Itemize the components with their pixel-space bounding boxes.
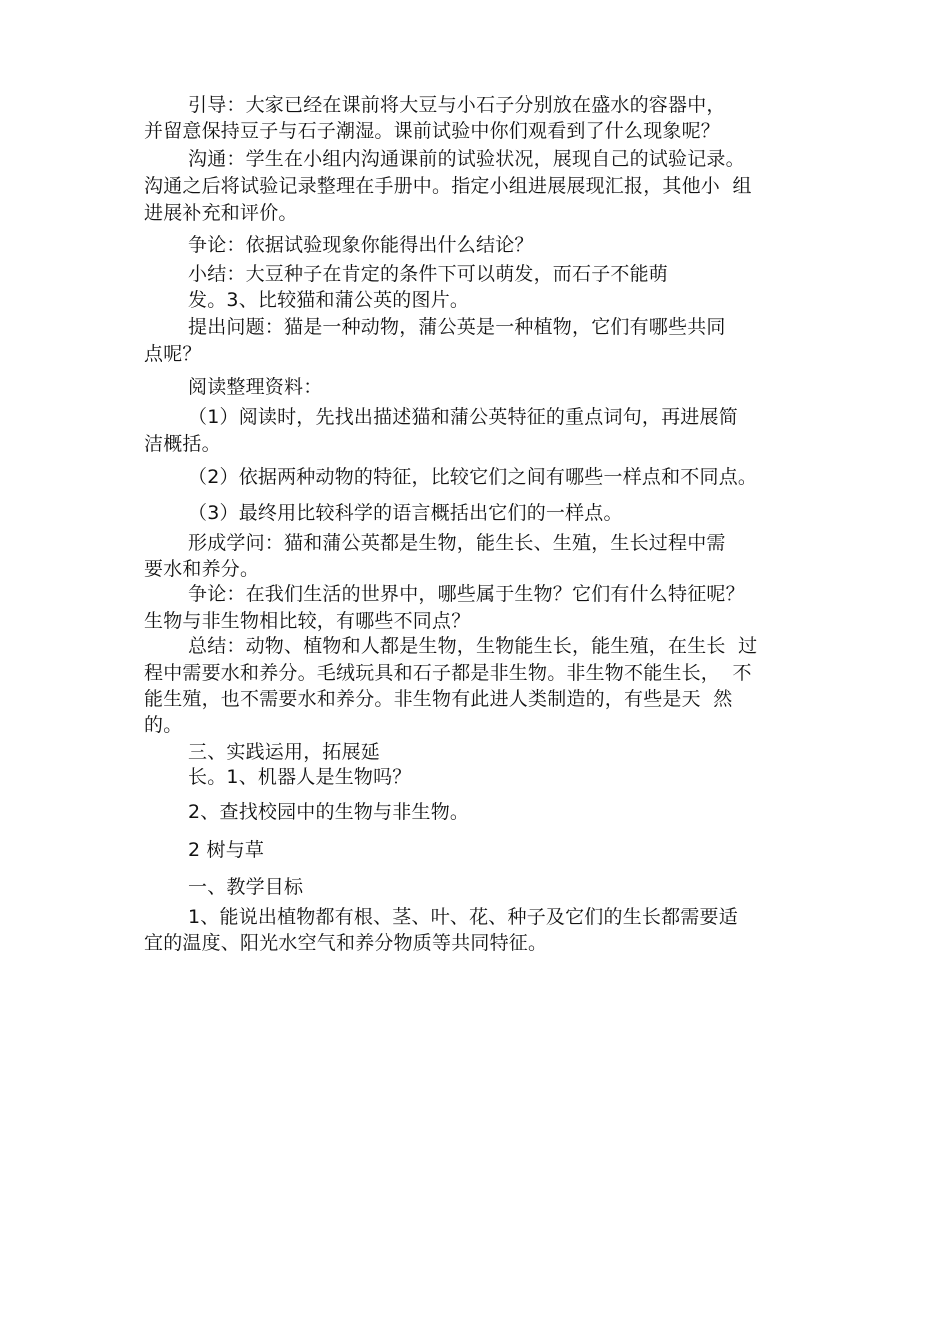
paragraph-line: 的。	[144, 714, 183, 736]
section-heading: 2 树与草	[188, 839, 265, 861]
paragraph-line: 能生殖，也不需要水和养分。非生物有此进人类制造的，有些是天 然	[144, 688, 733, 710]
paragraph-line: 争论：依据试验现象你能得出什么结论？	[188, 234, 534, 256]
paragraph-line: 长。1、机器人是生物吗？	[188, 766, 412, 788]
paragraph-line: （1）阅读时，先找出描述猫和蒲公英特征的重点词句，再进展简	[188, 406, 738, 428]
paragraph-line: 洁概括。	[144, 433, 221, 455]
paragraph-line: 争论：在我们生活的世界中，哪些属于生物？它们有什么特征呢？	[188, 583, 745, 605]
paragraph-line: （3）最终用比较科学的语言概括出它们的一样点。	[188, 502, 623, 524]
paragraph-line: 引导：大家已经在课前将大豆与小石子分别放在盛水的容器中，	[188, 94, 726, 116]
paragraph-line: 形成学问：猫和蒲公英都是生物，能生长、生殖，生长过程中需	[188, 532, 726, 554]
section-heading: 一、教学目标	[188, 876, 304, 898]
paragraph-line: 沟通之后将试验记录整理在手册中。指定小组进展展现汇报，其他小 组	[144, 175, 752, 197]
paragraph-line: 三、实践运用，拓展延	[188, 741, 381, 763]
paragraph-line: 并留意保持豆子与石子潮湿。课前试验中你们观看到了什么现象呢？	[144, 120, 721, 142]
paragraph-line: （2）依据两种动物的特征，比较它们之间有哪些一样点和不同点。	[188, 466, 758, 488]
paragraph-line: 1、能说出植物都有根、茎、叶、花、种子及它们的生长都需要适	[188, 906, 738, 928]
paragraph-line: 小结：大豆种子在肯定的条件下可以萌发，而石子不能萌	[188, 263, 669, 285]
paragraph-line: 点呢？	[144, 343, 202, 365]
paragraph-line: 要水和养分。	[144, 558, 260, 580]
paragraph-line: 生物与非生物相比较，有哪些不同点？	[144, 610, 471, 632]
paragraph-line: 沟通：学生在小组内沟通课前的试验状况，展现自己的试验记录。	[188, 148, 745, 170]
paragraph-line: 2、查找校园中的生物与非生物。	[188, 801, 470, 823]
paragraph-line: 进展补充和评价。	[144, 202, 298, 224]
paragraph-line: 总结：动物、植物和人都是生物，生物能生长，能生殖，在生长 过	[188, 635, 758, 657]
paragraph-line: 宜的温度、阳光水空气和养分物质等共同特征。	[144, 932, 548, 954]
paragraph-line: 阅读整理资料：	[188, 376, 323, 398]
paragraph-line: 提出问题：猫是一种动物，蒲公英是一种植物，它们有哪些共同	[188, 316, 726, 338]
paragraph-line: 程中需要水和养分。毛绒玩具和石子都是非生物。非生物不能生长， 不	[144, 662, 752, 684]
paragraph-line: 发。3、比较猫和蒲公英的图片。	[188, 289, 470, 311]
